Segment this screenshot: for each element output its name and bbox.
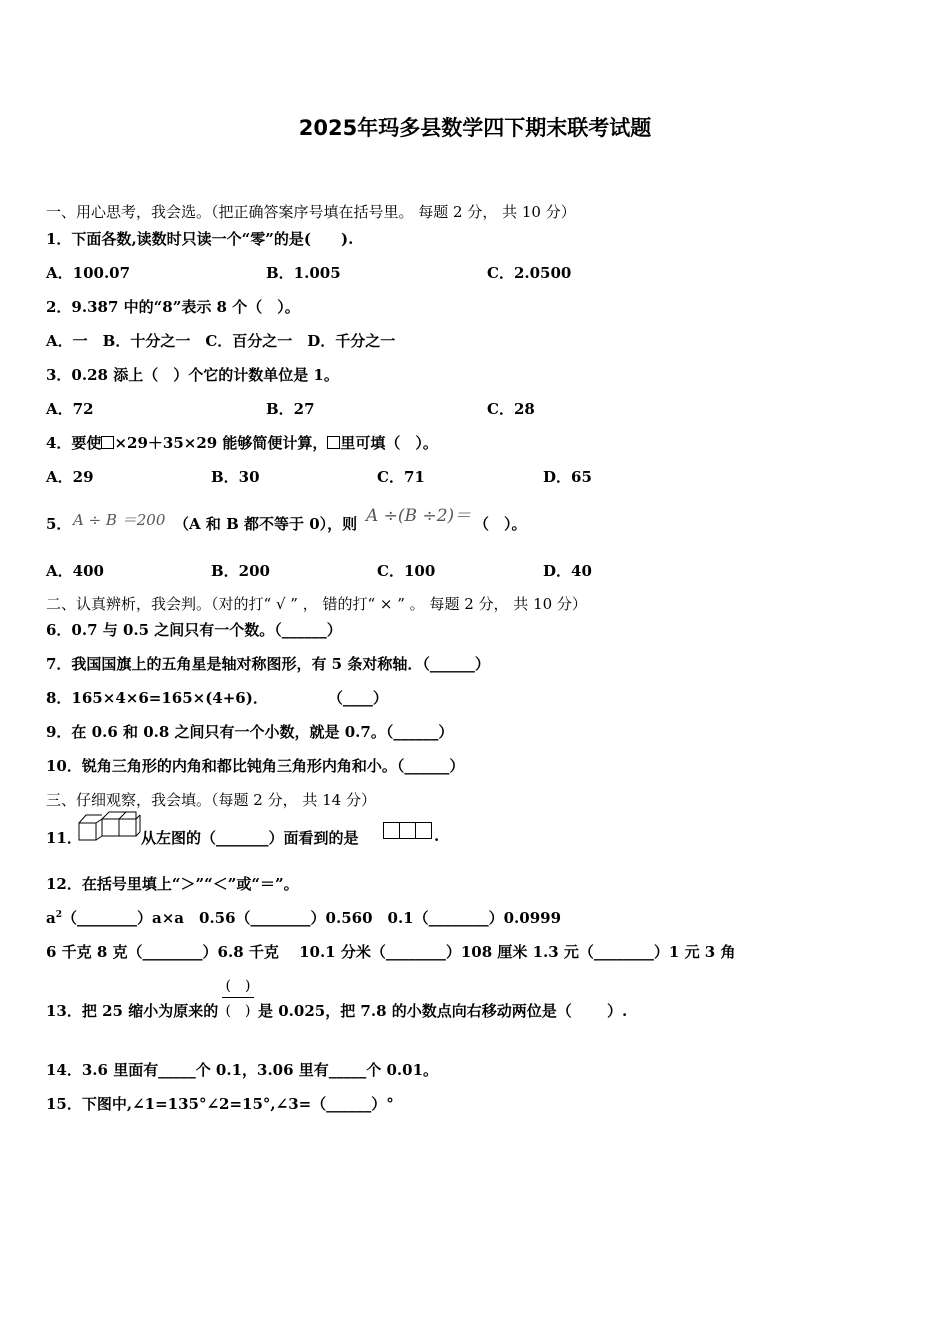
q5-number: 5． [46,515,72,533]
q5-end: （ ）。 [474,515,527,533]
section-1-heading: 一、用心思考，我会选。（把正确答案序号填在括号里。 每题 2 分， 共 10 分） [46,203,576,221]
blank-box-icon [101,436,114,449]
q4-option-d: D．65 [543,468,592,486]
q5-option-c: C．100 [377,562,436,580]
three-squares-view-icon [383,822,433,840]
q1-option-c: C．2.0500 [487,264,572,282]
q12-row-2: 6 千克 8 克（________）6.8 千克 10.1 分米（________）108 厘米 1.3 元（________）1 元 3 角 [46,943,736,961]
question-6: 6．0.7 与 0.5 之间只有一个数。（______） [46,621,342,639]
q5-option-d: D．40 [543,562,592,580]
q11-end: . [434,827,440,845]
q12-row-1 [46,907,561,928]
q1-option-a: A．100.07 [46,264,131,282]
q4-option-c: C．71 [377,468,425,486]
q5-option-b: B．200 [211,562,270,580]
section-3-heading: 三、仔细观察，我会填。（每题 2 分， 共 14 分） [46,791,376,809]
question-8: 8．165×4×6=165×(4+6)． （____） [46,689,388,707]
section-2-heading: 二、认真辨析，我会判。（对的打“ √ ” ， 错的打“ × ” 。 每题 2 分， 共 10 分） [46,595,587,613]
q12-row-1-rest: （________）a×a 0.56（________）0.560 0.1（________）0.0999 [62,909,562,927]
q5-option-a: A．400 [46,562,104,580]
q4-prefix: 4．要使 [46,434,102,452]
question-9: 9．在 0.6 和 0.8 之间只有一个小数，就是 0.7。（______） [46,723,454,741]
q1-option-b: B．1.005 [266,264,341,282]
q5-condition: （A 和 B 都不等于 0），则 [174,515,358,533]
q4-middle: ×29＋35×29 能够简便计算， [114,434,328,452]
q11-number: 11． [46,829,82,847]
q3-option-a: A．72 [46,400,94,418]
fraction-bar [222,997,254,998]
q3-option-c: C．28 [487,400,535,418]
q11-text: 从左图的（_______）面看到的是 [141,829,359,847]
q4-option-b: B．30 [211,468,260,486]
question-13-suffix: 是 0.025，把 7.8 的小数点向右移动两位是（ ）. [258,1002,628,1020]
question-3: 3．0.28 添上（ ）个它的计数单位是 1。 [46,366,339,384]
question-15: 15．下图中,∠1=135°∠2=15°,∠3=（______）° [46,1095,394,1113]
question-14: 14．3.6 里面有_____个 0.1，3.06 里有_____个 0.01。 [46,1061,439,1079]
q5-expression-2: A ÷(B ÷2)＝ [366,506,472,526]
question-7: 7．我国国旗上的五角星是轴对称图形，有 5 条对称轴．（______） [46,655,490,673]
question-2: 2．9.387 中的“8”表示 8 个（ ）。 [46,298,300,316]
q5-expression-1: A ÷ B ＝200 [73,511,166,529]
cube-stack-figure [78,811,142,841]
q2-options: A．一 B．十分之一 C．百分之一 D．千分之一 [46,332,396,350]
fraction-numerator: ( ) [225,978,251,994]
blank-box-icon [327,436,340,449]
q3-option-b: B．27 [266,400,315,418]
q12-a: a [46,909,56,927]
q4-suffix: 里可填（ ）。 [340,434,438,452]
question-13-prefix: 13．把 25 缩小为原来的 [46,1002,219,1020]
question-10: 10．锐角三角形的内角和都比钝角三角形内角和小。（______） [46,757,465,775]
fraction-denominator: ( ) [225,1003,251,1019]
question-12: 12．在括号里填上“＞”“＜”或“＝”。 [46,875,299,893]
question-4 [46,432,438,453]
question-1: 1．下面各数,读数时只读一个“零”的是( ). [46,230,354,248]
q12-a-exponent: 2 [55,910,62,920]
q4-option-a: A．29 [46,468,94,486]
page-title: 2025年玛多县数学四下期末联考试题 [298,116,652,140]
q13-fraction [222,975,254,1020]
